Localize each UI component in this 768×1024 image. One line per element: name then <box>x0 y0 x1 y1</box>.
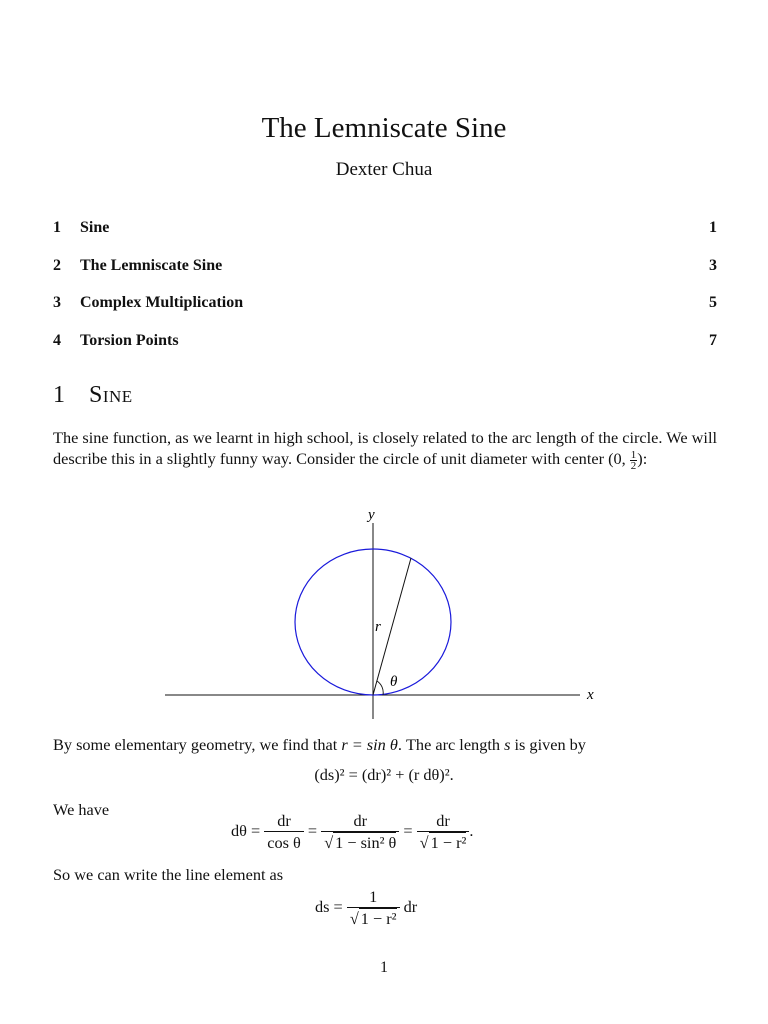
toc-entry-page: 5 <box>709 294 717 311</box>
equation-dtheta: dθ = $\frac{dr}{\text{cos θ}}$ = $\frac{dr}{\text{√ 1 − sin² θ}}$ = $\frac{dr}{\text{√ 1 − r²}}$ . <box>231 811 474 852</box>
page-number: 1 <box>380 959 388 976</box>
toc-entry-number: 2 <box>53 256 61 274</box>
toc-entry-page: 7 <box>709 331 717 349</box>
toc-entry[interactable] <box>53 219 717 257</box>
fraction-denominator: √ 1 − r² <box>419 833 467 852</box>
toc-entry-number: 4 <box>53 331 61 349</box>
document-author: Dexter Chua <box>335 159 433 180</box>
section-number: 1 <box>53 382 65 408</box>
toc-entry[interactable] <box>53 332 717 370</box>
toc-entry-number: 1 <box>53 219 61 236</box>
fraction <box>264 811 304 854</box>
fraction-numerator: dr <box>264 811 304 832</box>
toc-entry[interactable] <box>53 294 717 332</box>
table-of-contents <box>53 219 717 369</box>
equation-ds <box>315 887 417 930</box>
paragraph-geometry <box>53 734 717 755</box>
document-title: The Lemniscate Sine <box>261 112 507 144</box>
equation-lhs: ds = <box>315 897 343 917</box>
toc-entry-page: 1 <box>709 219 717 236</box>
toc-entry[interactable] <box>53 257 717 295</box>
toc-entry-page: 3 <box>709 256 717 274</box>
equation-dr: dr <box>403 897 418 917</box>
sqrt-radicand: 1 − r² <box>430 833 467 852</box>
theta-label: θ <box>390 674 398 690</box>
fraction-numerator: dr <box>321 811 399 832</box>
fraction-numerator: dr <box>417 811 470 832</box>
paragraph-text: is given by <box>510 735 586 754</box>
fraction-numerator: 1 <box>347 887 400 908</box>
circle-figure <box>0 495 768 730</box>
paragraph-text-end: ): <box>637 449 648 468</box>
toc-entry-title: Torsion Points <box>80 331 179 349</box>
theta-arc <box>377 681 383 695</box>
paragraph-text: . The arc length <box>397 735 505 754</box>
fraction-denominator: cos θ <box>267 833 301 852</box>
sqrt-radicand: 1 − sin² θ <box>335 833 397 852</box>
toc-entry-title: Complex Multiplication <box>80 294 244 311</box>
inline-math: r = sin θ <box>341 735 398 754</box>
paragraph-text: The sine function, as we learnt in high school, is closely related to the arc length of the circle. We will describe this in a slightly funny way. Consider the circle of unit diameter with center (0, <box>53 428 717 468</box>
fraction <box>417 811 470 854</box>
y-axis-label: y <box>368 507 375 523</box>
paragraph-text: By some elementary geometry, we find that <box>53 735 342 754</box>
sqrt-radicand: 1 − r² <box>360 909 397 928</box>
paragraph-we-have: We have <box>53 800 110 819</box>
r-label: r <box>375 619 381 635</box>
equation-ds-squared: (ds)² = (dr)² + (r dθ)². <box>314 765 454 784</box>
fraction-numerator: 1 <box>630 448 637 461</box>
fraction-denominator: √ 1 − r² <box>349 909 397 928</box>
x-axis-label: x <box>587 687 594 703</box>
fraction-denominator: √ 1 − sin² θ <box>324 833 397 852</box>
fraction <box>347 887 400 930</box>
toc-entry-number: 3 <box>53 294 61 311</box>
toc-entry-title: Sine <box>80 219 110 236</box>
section-heading <box>53 382 133 409</box>
equation-lhs: dθ = <box>231 821 261 841</box>
fraction-denominator: 2 <box>630 459 637 472</box>
inline-math: s <box>504 735 511 754</box>
paragraph-intro <box>53 427 717 471</box>
toc-entry-title: The Lemniscate Sine <box>80 256 223 274</box>
fraction <box>321 811 399 854</box>
paragraph-line-element: So we can write the line element as <box>53 865 284 884</box>
section-title: Sine <box>89 382 133 408</box>
